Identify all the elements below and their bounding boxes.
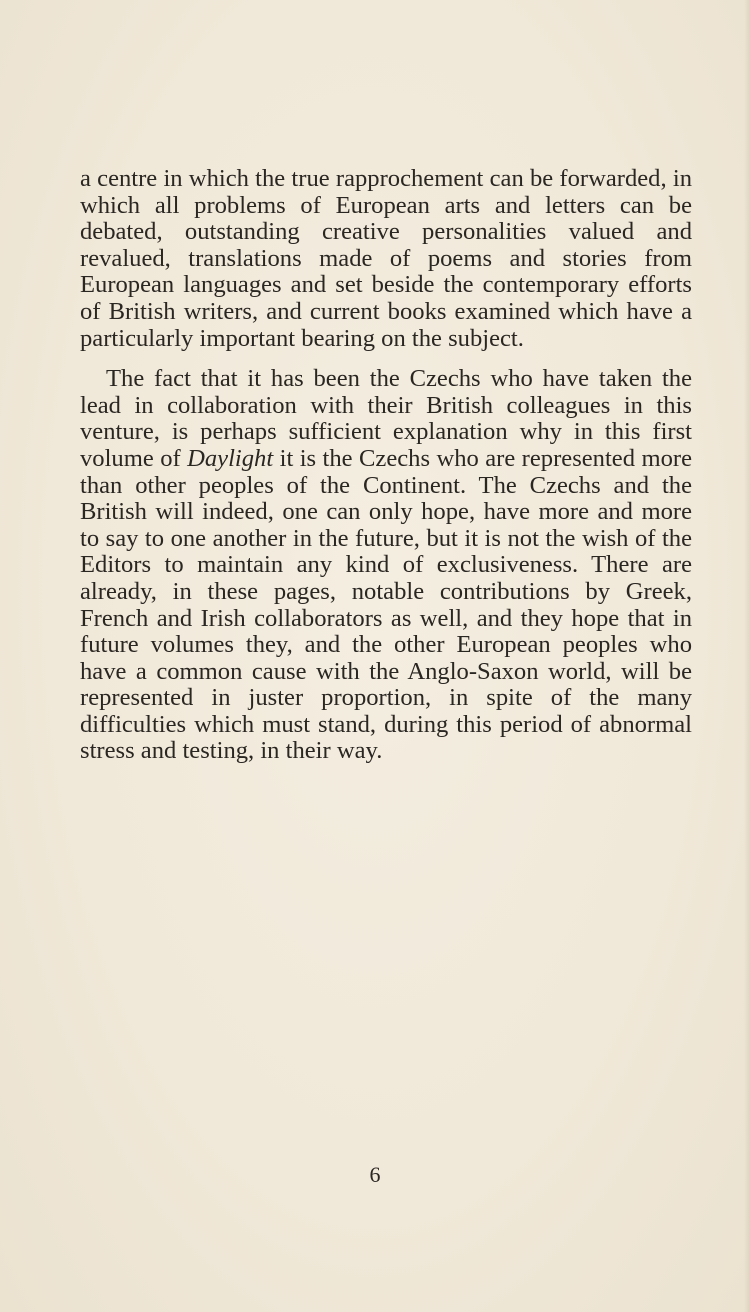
- paragraph-1: a centre in which the true rapprochement can be forwarded, in which all problems of European arts and letters can be debated, outstanding creative personalities valued and revalued, translations made of poems and stories from European languages and set beside the contemporary efforts of British writers, and current books examined which have a particularly important bearing on the subject.: [80, 165, 692, 352]
- paragraph-2-before-title: The fact that it has been the Czechs who have taken the lead in collaboration with their British colleagues in this venture, is perhaps sufficient explanation why in this first volume of: [80, 365, 692, 472]
- paragraph-2: [80, 366, 692, 765]
- page-number: 6: [369, 1162, 381, 1187]
- journal-title: Daylight: [187, 444, 274, 472]
- paragraph-2-after-title: it is the Czechs who are represented more than other peoples of the Continent. The Czechs and the British will indeed, one can only hope, have more and more to say to one another in the future, but it is not the wish of the Editors to maintain any kind of exclusiveness. There are already, in these pages, notable contributions by Greek, French and Irish collaborators as well, and they hope that in future volumes they, and the other European peoples who have a common cause with the Anglo-Saxon world, will be represented in juster proportion, in spite of the many difficulties which must stand, during this period of abnormal stress and testing, in their way.: [80, 444, 692, 765]
- body-text: [80, 166, 692, 765]
- page-edge-shadow: [744, 0, 750, 1312]
